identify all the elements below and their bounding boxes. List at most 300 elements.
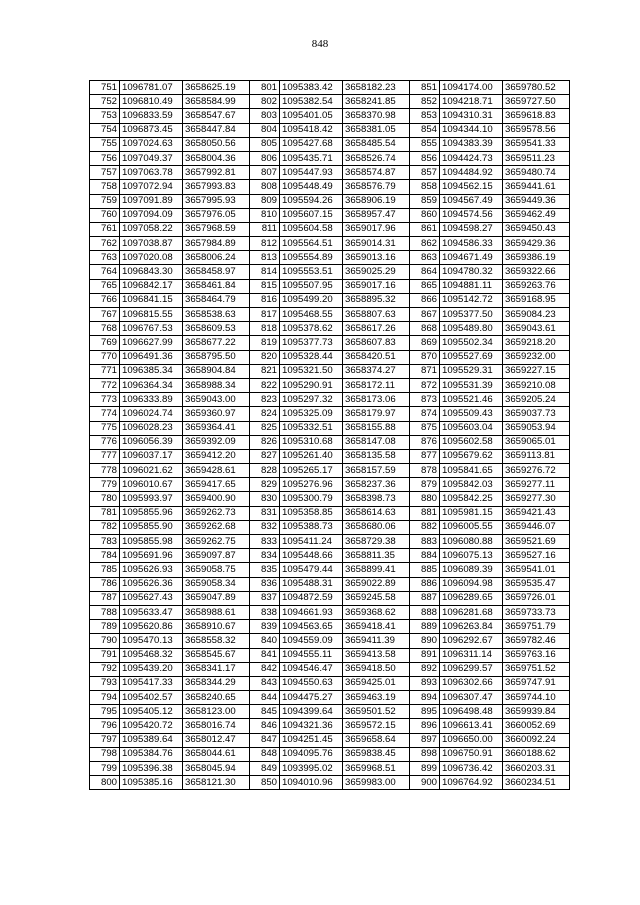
point-number-cell: 821	[250, 364, 280, 378]
point-number-cell: 756	[90, 151, 120, 165]
y-coordinate-cell: 3658241.85	[343, 95, 410, 109]
point-number-cell: 838	[250, 605, 280, 619]
y-coordinate-cell: 3658910.67	[183, 620, 250, 634]
point-number-cell: 771	[90, 364, 120, 378]
y-coordinate-cell: 3659733.73	[503, 605, 570, 619]
y-coordinate-cell: 3659727.50	[503, 95, 570, 109]
x-coordinate-cell: 1095531.39	[440, 378, 503, 392]
y-coordinate-cell: 3659014.31	[343, 237, 410, 251]
x-coordinate-cell: 1096333.89	[120, 393, 183, 407]
y-coordinate-cell: 3658237.36	[343, 478, 410, 492]
point-number-cell: 881	[410, 506, 440, 520]
point-number-cell: 868	[410, 322, 440, 336]
y-coordinate-cell: 3659017.96	[343, 222, 410, 236]
point-number-cell: 899	[410, 762, 440, 776]
y-coordinate-cell: 3659245.58	[343, 591, 410, 605]
y-coordinate-cell: 3660234.51	[503, 776, 570, 790]
y-coordinate-cell: 3658004.36	[183, 151, 250, 165]
point-number-cell: 855	[410, 137, 440, 151]
x-coordinate-cell: 1094484.92	[440, 166, 503, 180]
point-number-cell: 835	[250, 563, 280, 577]
x-coordinate-cell: 1095620.86	[120, 620, 183, 634]
y-coordinate-cell: 3659277.11	[503, 478, 570, 492]
point-number-cell: 886	[410, 577, 440, 591]
x-coordinate-cell: 1095502.34	[440, 336, 503, 350]
y-coordinate-cell: 3659425.01	[343, 676, 410, 690]
table-row	[90, 648, 570, 662]
y-coordinate-cell: 3659097.87	[183, 549, 250, 563]
y-coordinate-cell: 3659618.83	[503, 109, 570, 123]
x-coordinate-cell: 1097058.22	[120, 222, 183, 236]
x-coordinate-cell: 1097063.78	[120, 166, 183, 180]
x-coordinate-cell: 1094567.49	[440, 194, 503, 208]
x-coordinate-cell: 1095385.16	[120, 776, 183, 790]
table-row	[90, 180, 570, 194]
table-row	[90, 634, 570, 648]
point-number-cell: 875	[410, 421, 440, 435]
x-coordinate-cell: 1095265.17	[280, 464, 343, 478]
point-number-cell: 856	[410, 151, 440, 165]
y-coordinate-cell: 3658016.74	[183, 719, 250, 733]
y-coordinate-cell: 3658811.35	[343, 549, 410, 563]
x-coordinate-cell: 1096764.92	[440, 776, 503, 790]
y-coordinate-cell: 3658545.67	[183, 648, 250, 662]
x-coordinate-cell: 1096089.39	[440, 563, 503, 577]
point-number-cell: 819	[250, 336, 280, 350]
y-coordinate-cell: 3658485.54	[343, 137, 410, 151]
x-coordinate-cell: 1097038.87	[120, 237, 183, 251]
point-number-cell: 853	[410, 109, 440, 123]
y-coordinate-cell: 3658988.61	[183, 605, 250, 619]
y-coordinate-cell: 3659450.43	[503, 222, 570, 236]
table-row	[90, 322, 570, 336]
y-coordinate-cell: 3659782.46	[503, 634, 570, 648]
point-number-cell: 816	[250, 293, 280, 307]
y-coordinate-cell: 3659262.68	[183, 520, 250, 534]
point-number-cell: 780	[90, 492, 120, 506]
y-coordinate-cell: 3658172.11	[343, 378, 410, 392]
y-coordinate-cell: 3658899.41	[343, 563, 410, 577]
point-number-cell: 862	[410, 237, 440, 251]
x-coordinate-cell: 1095382.54	[280, 95, 343, 109]
point-number-cell: 866	[410, 293, 440, 307]
x-coordinate-cell: 1095358.85	[280, 506, 343, 520]
x-coordinate-cell: 1097094.09	[120, 208, 183, 222]
y-coordinate-cell: 3659511.23	[503, 151, 570, 165]
x-coordinate-cell: 1096613.41	[440, 719, 503, 733]
y-coordinate-cell: 3658584.99	[183, 95, 250, 109]
table-row	[90, 222, 570, 236]
x-coordinate-cell: 1095554.89	[280, 251, 343, 265]
y-coordinate-cell: 3657993.83	[183, 180, 250, 194]
y-coordinate-cell: 3658904.84	[183, 364, 250, 378]
x-coordinate-cell: 1096028.23	[120, 421, 183, 435]
y-coordinate-cell: 3659210.08	[503, 378, 570, 392]
table-row	[90, 492, 570, 506]
point-number-cell: 762	[90, 237, 120, 251]
point-number-cell: 801	[250, 81, 280, 95]
point-number-cell: 815	[250, 279, 280, 293]
point-number-cell: 811	[250, 222, 280, 236]
point-number-cell: 794	[90, 691, 120, 705]
point-number-cell: 758	[90, 180, 120, 194]
y-coordinate-cell: 3660203.31	[503, 762, 570, 776]
table-row	[90, 109, 570, 123]
y-coordinate-cell: 3658045.94	[183, 762, 250, 776]
y-coordinate-cell: 3659392.09	[183, 435, 250, 449]
y-coordinate-cell: 3659417.65	[183, 478, 250, 492]
x-coordinate-cell: 1096873.45	[120, 123, 183, 137]
x-coordinate-cell: 1094218.71	[440, 95, 503, 109]
point-number-cell: 791	[90, 648, 120, 662]
y-coordinate-cell: 3659747.91	[503, 676, 570, 690]
table-row	[90, 747, 570, 761]
y-coordinate-cell: 3658614.63	[343, 506, 410, 520]
x-coordinate-cell: 1095310.68	[280, 435, 343, 449]
point-number-cell: 772	[90, 378, 120, 392]
y-coordinate-cell: 3659462.49	[503, 208, 570, 222]
x-coordinate-cell: 1096263.84	[440, 620, 503, 634]
point-number-cell: 777	[90, 449, 120, 463]
table-row	[90, 719, 570, 733]
y-coordinate-cell: 3658625.19	[183, 81, 250, 95]
table-row	[90, 350, 570, 364]
y-coordinate-cell: 3658147.08	[343, 435, 410, 449]
point-number-cell: 836	[250, 577, 280, 591]
y-coordinate-cell: 3659386.19	[503, 251, 570, 265]
point-number-cell: 869	[410, 336, 440, 350]
point-number-cell: 797	[90, 733, 120, 747]
point-number-cell: 851	[410, 81, 440, 95]
y-coordinate-cell: 3658680.06	[343, 520, 410, 534]
table-row	[90, 535, 570, 549]
y-coordinate-cell: 3659368.62	[343, 605, 410, 619]
y-coordinate-cell: 3657984.89	[183, 237, 250, 251]
point-number-cell: 854	[410, 123, 440, 137]
point-number-cell: 770	[90, 350, 120, 364]
y-coordinate-cell: 3659413.58	[343, 648, 410, 662]
y-coordinate-cell: 3658420.51	[343, 350, 410, 364]
point-number-cell: 773	[90, 393, 120, 407]
x-coordinate-cell: 1095529.31	[440, 364, 503, 378]
y-coordinate-cell: 3659047.89	[183, 591, 250, 605]
x-coordinate-cell: 1096080.88	[440, 535, 503, 549]
x-coordinate-cell: 1095402.57	[120, 691, 183, 705]
table-row	[90, 520, 570, 534]
table-row	[90, 336, 570, 350]
y-coordinate-cell: 3659053.94	[503, 421, 570, 435]
x-coordinate-cell: 1096292.67	[440, 634, 503, 648]
point-number-cell: 809	[250, 194, 280, 208]
x-coordinate-cell: 1096037.17	[120, 449, 183, 463]
x-coordinate-cell: 1095479.44	[280, 563, 343, 577]
table-row	[90, 407, 570, 421]
y-coordinate-cell: 3658807.63	[343, 308, 410, 322]
x-coordinate-cell: 1097024.63	[120, 137, 183, 151]
y-coordinate-cell: 3658906.19	[343, 194, 410, 208]
x-coordinate-cell: 1095594.26	[280, 194, 343, 208]
y-coordinate-cell: 3657968.59	[183, 222, 250, 236]
point-number-cell: 782	[90, 520, 120, 534]
y-coordinate-cell: 3659360.97	[183, 407, 250, 421]
point-number-cell: 786	[90, 577, 120, 591]
table-row	[90, 478, 570, 492]
y-coordinate-cell: 3659441.61	[503, 180, 570, 194]
x-coordinate-cell: 1094780.32	[440, 265, 503, 279]
point-number-cell: 800	[90, 776, 120, 790]
y-coordinate-cell: 3657995.93	[183, 194, 250, 208]
point-number-cell: 799	[90, 762, 120, 776]
y-coordinate-cell: 3657992.81	[183, 166, 250, 180]
point-number-cell: 827	[250, 449, 280, 463]
x-coordinate-cell: 1095521.46	[440, 393, 503, 407]
point-number-cell: 888	[410, 605, 440, 619]
point-number-cell: 808	[250, 180, 280, 194]
point-number-cell: 752	[90, 95, 120, 109]
point-number-cell: 793	[90, 676, 120, 690]
x-coordinate-cell: 1094251.45	[280, 733, 343, 747]
point-number-cell: 843	[250, 676, 280, 690]
y-coordinate-cell: 3658607.83	[343, 336, 410, 350]
x-coordinate-cell: 1096299.57	[440, 662, 503, 676]
x-coordinate-cell: 1096281.68	[440, 605, 503, 619]
x-coordinate-cell: 1094671.49	[440, 251, 503, 265]
x-coordinate-cell: 1095448.49	[280, 180, 343, 194]
x-coordinate-cell: 1095507.95	[280, 279, 343, 293]
point-number-cell: 754	[90, 123, 120, 137]
x-coordinate-cell: 1095468.55	[280, 308, 343, 322]
x-coordinate-cell: 1096311.14	[440, 648, 503, 662]
point-number-cell: 859	[410, 194, 440, 208]
point-number-cell: 796	[90, 719, 120, 733]
y-coordinate-cell: 3659218.20	[503, 336, 570, 350]
point-number-cell: 892	[410, 662, 440, 676]
table-row	[90, 563, 570, 577]
point-number-cell: 802	[250, 95, 280, 109]
point-number-cell: 787	[90, 591, 120, 605]
point-number-cell: 840	[250, 634, 280, 648]
point-number-cell: 785	[90, 563, 120, 577]
y-coordinate-cell: 3659751.52	[503, 662, 570, 676]
x-coordinate-cell: 1095855.96	[120, 506, 183, 520]
x-coordinate-cell: 1096815.55	[120, 308, 183, 322]
x-coordinate-cell: 1094010.96	[280, 776, 343, 790]
x-coordinate-cell: 1094881.11	[440, 279, 503, 293]
point-number-cell: 876	[410, 435, 440, 449]
x-coordinate-cell: 1094321.36	[280, 719, 343, 733]
point-number-cell: 761	[90, 222, 120, 236]
y-coordinate-cell: 3660052.69	[503, 719, 570, 733]
x-coordinate-cell: 1094550.63	[280, 676, 343, 690]
y-coordinate-cell: 3659501.52	[343, 705, 410, 719]
point-number-cell: 877	[410, 449, 440, 463]
point-number-cell: 846	[250, 719, 280, 733]
y-coordinate-cell: 3658447.84	[183, 123, 250, 137]
y-coordinate-cell: 3658558.32	[183, 634, 250, 648]
point-number-cell: 882	[410, 520, 440, 534]
point-number-cell: 813	[250, 251, 280, 265]
point-number-cell: 848	[250, 747, 280, 761]
point-number-cell: 839	[250, 620, 280, 634]
x-coordinate-cell: 1095604.58	[280, 222, 343, 236]
x-coordinate-cell: 1095439.20	[120, 662, 183, 676]
x-coordinate-cell: 1095603.04	[440, 421, 503, 435]
y-coordinate-cell: 3660092.24	[503, 733, 570, 747]
x-coordinate-cell: 1097020.08	[120, 251, 183, 265]
y-coordinate-cell: 3659521.69	[503, 535, 570, 549]
y-coordinate-cell: 3658240.65	[183, 691, 250, 705]
table-row	[90, 237, 570, 251]
point-number-cell: 814	[250, 265, 280, 279]
y-coordinate-cell: 3659232.00	[503, 350, 570, 364]
y-coordinate-cell: 3658461.84	[183, 279, 250, 293]
point-number-cell: 825	[250, 421, 280, 435]
y-coordinate-cell: 3659058.34	[183, 577, 250, 591]
point-number-cell: 807	[250, 166, 280, 180]
y-coordinate-cell: 3659744.10	[503, 691, 570, 705]
x-coordinate-cell: 1095855.90	[120, 520, 183, 534]
y-coordinate-cell: 3659017.16	[343, 279, 410, 293]
x-coordinate-cell: 1096781.07	[120, 81, 183, 95]
point-number-cell: 805	[250, 137, 280, 151]
x-coordinate-cell: 1097091.89	[120, 194, 183, 208]
point-number-cell: 784	[90, 549, 120, 563]
y-coordinate-cell: 3659013.16	[343, 251, 410, 265]
x-coordinate-cell: 1094555.11	[280, 648, 343, 662]
y-coordinate-cell: 3659983.00	[343, 776, 410, 790]
x-coordinate-cell: 1094310.31	[440, 109, 503, 123]
x-coordinate-cell: 1095470.13	[120, 634, 183, 648]
x-coordinate-cell: 1096075.13	[440, 549, 503, 563]
point-number-cell: 769	[90, 336, 120, 350]
point-number-cell: 831	[250, 506, 280, 520]
x-coordinate-cell: 1096491.36	[120, 350, 183, 364]
x-coordinate-cell: 1096289.65	[440, 591, 503, 605]
x-coordinate-cell: 1096843.30	[120, 265, 183, 279]
point-number-cell: 818	[250, 322, 280, 336]
y-coordinate-cell: 3659205.24	[503, 393, 570, 407]
x-coordinate-cell: 1095427.68	[280, 137, 343, 151]
y-coordinate-cell: 3658576.79	[343, 180, 410, 194]
table-row	[90, 393, 570, 407]
point-number-cell: 900	[410, 776, 440, 790]
point-number-cell: 844	[250, 691, 280, 705]
x-coordinate-cell: 1095377.50	[440, 308, 503, 322]
x-coordinate-cell: 1095468.32	[120, 648, 183, 662]
x-coordinate-cell: 1096750.91	[440, 747, 503, 761]
point-number-cell: 834	[250, 549, 280, 563]
x-coordinate-cell: 1095626.93	[120, 563, 183, 577]
x-coordinate-cell: 1095297.32	[280, 393, 343, 407]
table-row	[90, 279, 570, 293]
table-row	[90, 421, 570, 435]
x-coordinate-cell: 1096736.42	[440, 762, 503, 776]
y-coordinate-cell: 3658795.50	[183, 350, 250, 364]
y-coordinate-cell: 3658729.38	[343, 535, 410, 549]
table-row	[90, 123, 570, 137]
y-coordinate-cell: 3658381.05	[343, 123, 410, 137]
point-number-cell: 880	[410, 492, 440, 506]
x-coordinate-cell: 1095321.50	[280, 364, 343, 378]
y-coordinate-cell: 3659412.20	[183, 449, 250, 463]
point-number-cell: 817	[250, 308, 280, 322]
y-coordinate-cell: 3658123.00	[183, 705, 250, 719]
point-number-cell: 764	[90, 265, 120, 279]
table-row	[90, 620, 570, 634]
y-coordinate-cell: 3658988.34	[183, 378, 250, 392]
y-coordinate-cell: 3659463.19	[343, 691, 410, 705]
x-coordinate-cell: 1095993.97	[120, 492, 183, 506]
x-coordinate-cell: 1095417.33	[120, 676, 183, 690]
point-number-cell: 774	[90, 407, 120, 421]
page-number: 848	[311, 38, 329, 50]
table-row	[90, 435, 570, 449]
x-coordinate-cell: 1095626.36	[120, 577, 183, 591]
y-coordinate-cell: 3659658.64	[343, 733, 410, 747]
x-coordinate-cell: 1095607.15	[280, 208, 343, 222]
point-number-cell: 810	[250, 208, 280, 222]
x-coordinate-cell: 1096385.34	[120, 364, 183, 378]
y-coordinate-cell: 3658957.47	[343, 208, 410, 222]
point-number-cell: 860	[410, 208, 440, 222]
point-number-cell: 884	[410, 549, 440, 563]
y-coordinate-cell: 3659449.36	[503, 194, 570, 208]
x-coordinate-cell: 1095276.96	[280, 478, 343, 492]
y-coordinate-cell: 3659276.72	[503, 464, 570, 478]
x-coordinate-cell: 1096841.15	[120, 293, 183, 307]
x-coordinate-cell: 1095384.76	[120, 747, 183, 761]
y-coordinate-cell: 3659043.61	[503, 322, 570, 336]
y-coordinate-cell: 3659535.47	[503, 577, 570, 591]
point-number-cell: 883	[410, 535, 440, 549]
point-number-cell: 778	[90, 464, 120, 478]
x-coordinate-cell: 1096021.62	[120, 464, 183, 478]
point-number-cell: 893	[410, 676, 440, 690]
y-coordinate-cell: 3658547.67	[183, 109, 250, 123]
point-number-cell: 806	[250, 151, 280, 165]
point-number-cell: 765	[90, 279, 120, 293]
y-coordinate-cell: 3658609.53	[183, 322, 250, 336]
x-coordinate-cell: 1095499.20	[280, 293, 343, 307]
point-number-cell: 850	[250, 776, 280, 790]
x-coordinate-cell: 1096024.74	[120, 407, 183, 421]
x-coordinate-cell: 1095488.31	[280, 577, 343, 591]
y-coordinate-cell: 3659263.76	[503, 279, 570, 293]
y-coordinate-cell: 3659480.74	[503, 166, 570, 180]
y-coordinate-cell: 3659429.36	[503, 237, 570, 251]
y-coordinate-cell: 3659364.41	[183, 421, 250, 435]
y-coordinate-cell: 3659578.56	[503, 123, 570, 137]
y-coordinate-cell: 3658179.97	[343, 407, 410, 421]
point-number-cell: 867	[410, 308, 440, 322]
y-coordinate-cell: 3659037.73	[503, 407, 570, 421]
y-coordinate-cell: 3659262.73	[183, 506, 250, 520]
y-coordinate-cell: 3659751.79	[503, 620, 570, 634]
point-number-cell: 885	[410, 563, 440, 577]
y-coordinate-cell: 3659025.29	[343, 265, 410, 279]
point-number-cell: 863	[410, 251, 440, 265]
point-number-cell: 833	[250, 535, 280, 549]
y-coordinate-cell: 3659322.66	[503, 265, 570, 279]
y-coordinate-cell: 3658677.22	[183, 336, 250, 350]
table-row	[90, 449, 570, 463]
table-row	[90, 676, 570, 690]
y-coordinate-cell: 3659541.01	[503, 563, 570, 577]
y-coordinate-cell: 3658458.97	[183, 265, 250, 279]
x-coordinate-cell: 1095842.25	[440, 492, 503, 506]
y-coordinate-cell: 3659168.95	[503, 293, 570, 307]
y-coordinate-cell: 3659572.15	[343, 719, 410, 733]
